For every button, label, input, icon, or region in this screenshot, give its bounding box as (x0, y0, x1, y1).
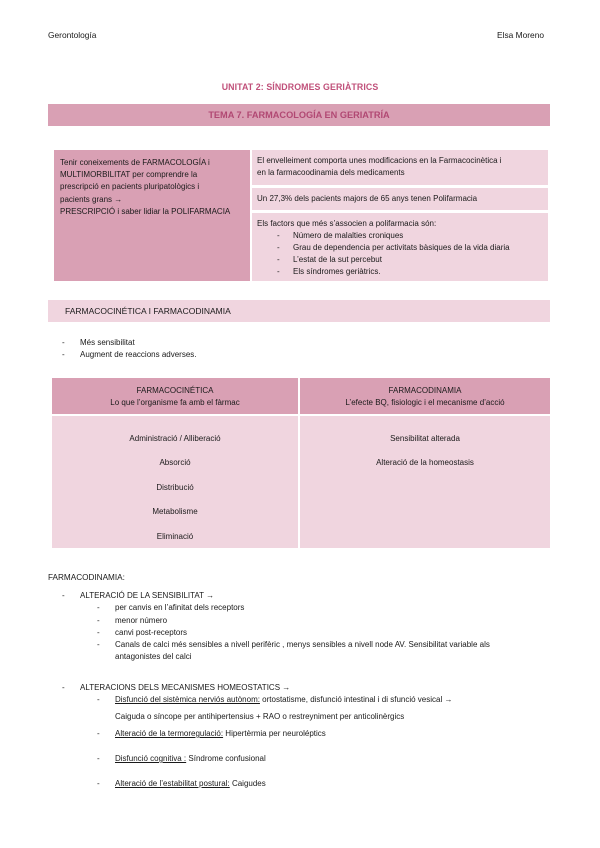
list-item: - Més sensibilitat (62, 337, 197, 349)
list-item: - L’estat de la sut percebut (257, 254, 543, 266)
intro-left-box (54, 150, 250, 281)
table-body-farmacocinetica (52, 416, 298, 548)
table-cell: Distribució (156, 483, 194, 492)
table-cell: Administració / Alliberació (129, 434, 221, 443)
table-head-farmacodinamia: FARMACODINAMIA L’efecte BQ, fisiologic i el mecanisme d’acció (300, 378, 550, 414)
table-cell: Sensibilitat alterada (390, 434, 460, 443)
section-title-band (48, 300, 550, 322)
table-cell: Metabolisme (152, 507, 198, 516)
intro-right-stat: Un 27,3% dels pacients majors de 65 anys tenen Polifarmacia (252, 188, 548, 210)
unit-title: UNITAT 2: SÍNDROMES GERIÀTRICS (221, 82, 379, 92)
header-left: Gerontología (48, 30, 97, 40)
topic-title: TEMA 7. FARMACOLOGÍA EN GERIATRÍA (48, 104, 550, 126)
intro-left-text: Tenir coneixements de FARMACOLOGÍA i MULTIMORBILITAT per comprendre la prescripció en pacients pluripatològics i pacients grans → PRESCRIPCIÓ i saber lidiar la POLIFARMACIA (60, 158, 231, 216)
table-body-farmacodinamia (300, 416, 550, 548)
intro-right-aging: El envelleiment comporta unes modificacions en la Farmacocinètica i en la farmacoodinamia dels medicaments (252, 150, 548, 185)
header-right: Elsa Moreno (497, 30, 545, 40)
list-item: - Grau de dependencia per activitats bàsiques de la vida diaria (257, 242, 543, 254)
farmacodinamia-heading: FARMACODINAMIA: (48, 573, 125, 582)
list-item: - Augment de reaccions adverses. (62, 349, 197, 361)
factors-list (257, 230, 543, 278)
intro-right-factors: Els factors que més s’associen a polifarmacia són: - Número de malalties croniques - Grau de dependencia per activitats bàsiques de la vida diaria - L’estat de la sut percebut - Els síndromes geriàtrics. (252, 213, 548, 281)
table-cell: Eliminació (156, 532, 194, 541)
list-item: - Número de malalties croniques (257, 230, 543, 242)
section-title: FARMACOCINÉTICA I FARMACODINAMIA (65, 306, 231, 316)
section-bullets (62, 337, 197, 361)
table-cell: Alteració de la homeostasis (376, 458, 474, 467)
list-item: - Els síndromes geriàtrics. (257, 266, 543, 278)
table-cell: Absorció (159, 458, 191, 467)
table-head-farmacocinetica: FARMACOCINÉTICA Lo que l’organisme fa amb el fàrmac (52, 378, 298, 414)
